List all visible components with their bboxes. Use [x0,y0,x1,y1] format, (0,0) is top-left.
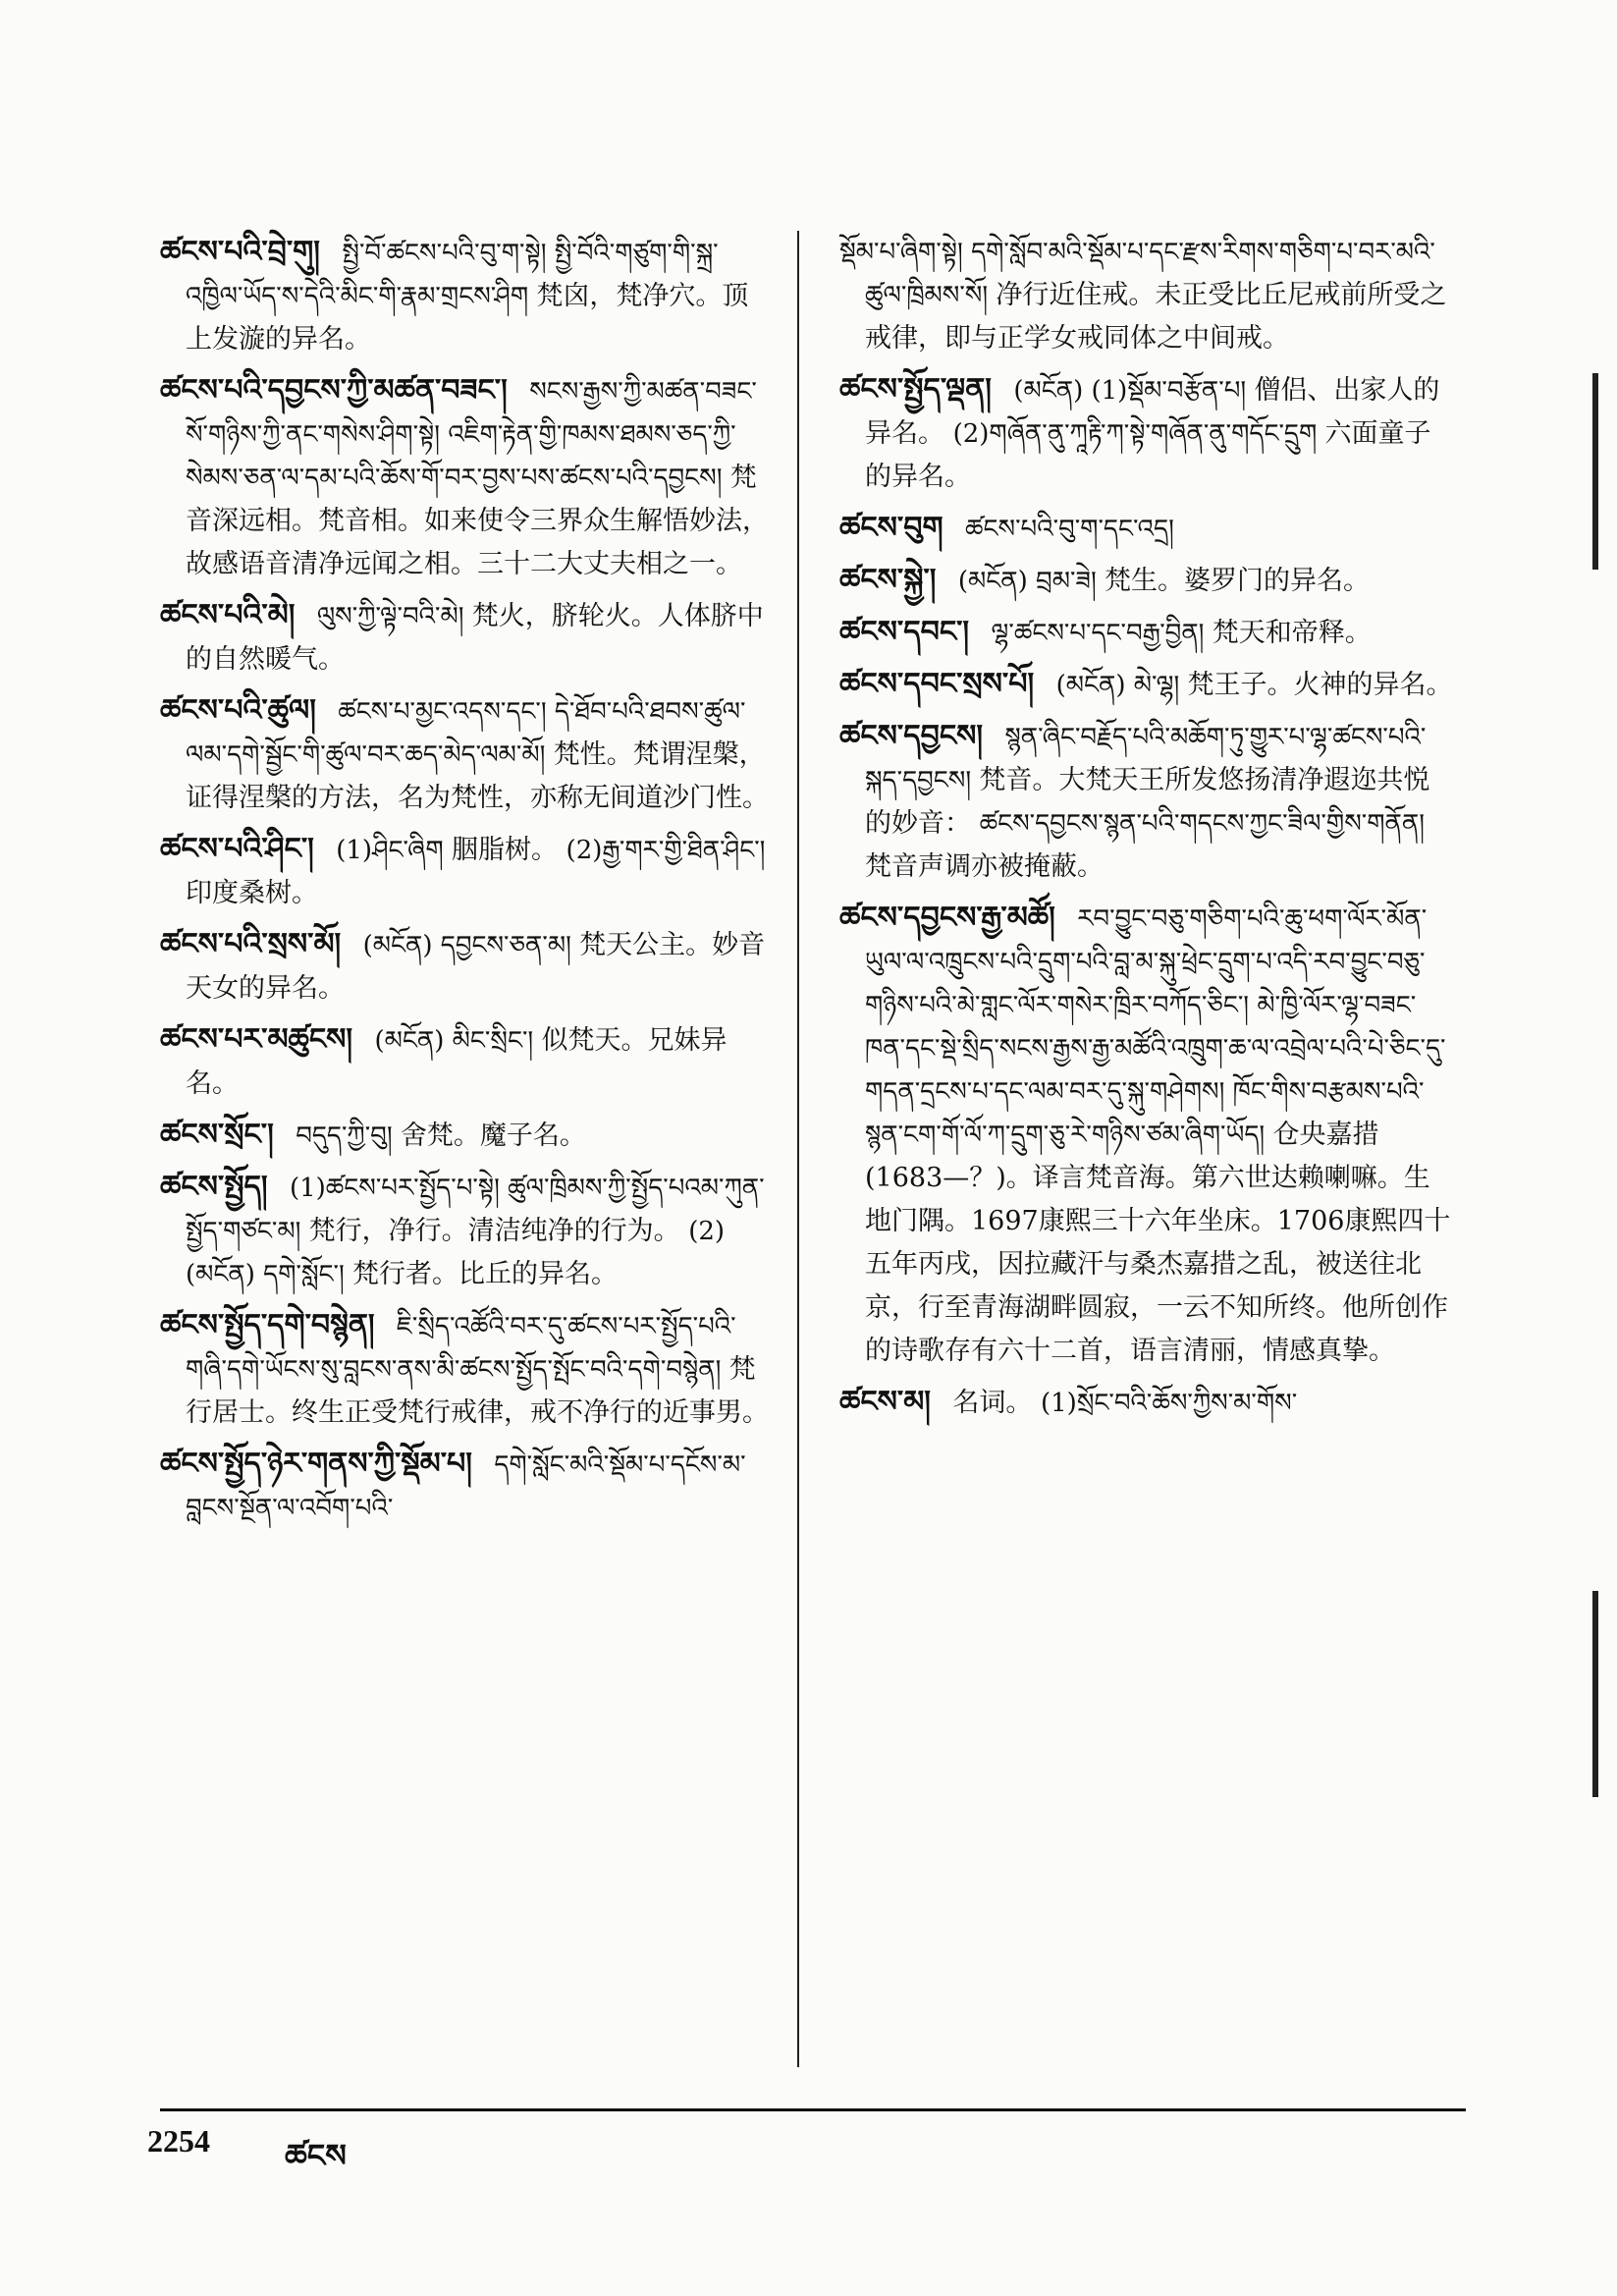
dictionary-entry [839,611,1453,655]
entry-headword: ཚངས་པར་མཚུངས། [160,1022,363,1057]
entry-chinese-definition: 梵行者。比丘的异名。 [352,1259,619,1289]
entry-chinese-definition: 僧侣、出家人的异名。 [865,375,1440,449]
dictionary-entry [160,689,774,820]
entry-chinese-definition: 舍梵。魔子名。 [400,1121,586,1151]
entry-chinese-definition: 印度桑树。 [186,878,318,908]
entry-tibetan-definition: དགེ་སློང་མའི་སྡོམ་པ་དངོས་མ་བླངས་སྔོན་ལ་འབོག་པའི་ [186,1450,746,1523]
entry-chinese-definition: 梵性。梵谓涅槃，证得涅槃的方法，名为梵性，亦称无间道沙门性。 [186,739,769,813]
dictionary-entry [839,663,1453,707]
entry-headword: ཚངས་སྤྱོད་ལྡན། [839,372,1002,407]
footer-rule [160,2108,1466,2111]
running-head: ཚངས [285,2137,347,2174]
entry-headword: ཚངས་པའི་དབྱངས་ཀྱི་མཚན་བཟང་། [160,373,518,408]
entry-headword: ཚངས་པའི་ཤིང་། [160,832,325,866]
entry-headword: ཚངས་སྤྱོད་ཉེར་གནས་ཀྱི་སྡོམ་པ། [160,1447,483,1481]
entry-tibetan-definition: བདུད་ཀྱི་བུ། [296,1121,401,1151]
entry-headword: ཚངས་པའི་སྲས་མོ། [160,927,351,961]
dictionary-entry [160,369,774,586]
entry-tibetan-definition: (མངོན) མེ་ལྷ། [1055,671,1188,700]
entry-headword: ཚངས་མ། [839,1385,942,1419]
entry-chinese-definition: 梵囟，梵净穴。顶上发漩的异名。 [186,281,749,355]
entry-tibetan-definition: (མངོན) དབྱངས་ཅན་མ། [362,931,580,960]
dictionary-entry [160,1443,774,1530]
entry-chinese-definition: 梵音声调亦被掩蔽。 [865,851,1104,882]
dictionary-entry [839,715,1453,889]
dictionary-entry [839,231,1453,360]
entry-tibetan-definition: (2)རྒྱ་གར་གྱི་ཐིན་ཤིང་། [566,836,766,865]
entry-tibetan-definition: སངས་རྒྱས་ཀྱི་མཚན་བཟང་སོ་གཉིས་ཀྱི་ནང་གསེས་ཤིག་སྟེ། འཇིག་རྟེན་གྱི་ཁམས་ཐམས་ཅད་ཀྱི་སེམས་ཅན་ལ་དམ་པའི་ཆོས་གོ་བར་བྱས་པས་ཚངས་པའི་དབྱངས། [186,377,757,493]
entry-chinese-definition: 名词。 [952,1388,1041,1418]
entry-chinese-definition: 梵王子。火神的异名。 [1187,670,1453,700]
entry-headword: ཚངས་པའི་བྲེ་གུ། [160,235,331,269]
entry-headword: ཚངས་སྤྱོད་དགེ་བསྙེན། [160,1308,386,1342]
entry-tibetan-definition: ཚངས་དབྱངས་སྙན་པའི་གདངས་ཀྱང་ཟིལ་གྱིས་གནོན། [979,809,1426,839]
scan-mark [1592,1591,1598,1797]
entry-headword: ཚངས་སྲོང་། [160,1118,285,1152]
entry-chinese-definition: 梵行，净行。清洁纯净的行为。 [308,1216,689,1246]
dictionary-entry [160,1018,774,1106]
entry-tibetan-definition: ཇི་སྲིད་འཚོའི་བར་དུ་ཚངས་པར་སྤྱོད་པའི་གཞི་དགེ་ཡོངས་སུ་བླངས་ནས་མི་ཚངས་སྤྱོད་སྤོང་བའི་དགེ་བསྙེན། [186,1312,736,1385]
entry-chinese-definition: 似梵天。兄妹异名。 [186,1025,728,1099]
column-divider [797,231,799,2067]
entry-headword: ཚངས་དབྱངས། [839,719,994,753]
entry-headword: ཚངས་དབྱངས་རྒྱ་མཚོ། [839,901,1066,935]
scan-mark [1592,373,1598,570]
entry-tibetan-definition: (1)ཤིང་ཞིག [336,836,452,865]
entry-chinese-definition: 梵天公主。妙音天女的异名。 [186,930,766,1004]
dictionary-entry [839,897,1453,1373]
entry-tibetan-definition: (2)གཞོན་ནུ་ཀཱརྟི་ཀ་སྟེ་གཞོན་ནུ་གདོང་དྲུག [952,419,1325,449]
dictionary-entry [160,231,774,361]
dictionary-entry [839,1381,1453,1425]
entry-headword: ཚངས་བུག [839,511,954,545]
entry-chinese-definition: 梵天和帝释。 [1212,618,1372,648]
entry-chinese-definition: 梵行居士。终生正受梵行戒律，戒不净行的近事男。 [186,1354,769,1428]
entry-headword: ཚངས་པའི་མེ། [160,598,305,632]
entry-chinese-definition: 梵音深远相。梵音相。如来使令三界众生解悟妙法，故感语音清净远闻之相。三十二大丈夫相之一。 [186,463,769,579]
entry-headword: ཚངས་སྤྱོད། [160,1170,278,1204]
dictionary-entry [839,368,1453,499]
entry-tibetan-definition: (མངོན) (1)སྡོམ་བརྩོན་པ། [1013,376,1255,406]
entry-chinese-definition: 梵音。大梵天王所发悠扬清净遐迩共悦的妙音： [865,765,1430,839]
entry-headword: ཚངས་དབང་སྲས་པོ། [839,667,1045,701]
dictionary-entry [160,1166,774,1296]
dictionary-entry [839,559,1453,603]
entry-tibetan-definition: (1)སྲོང་བའི་ཆོས་ཀྱིས་མ་གོས་ [1040,1389,1298,1418]
dictionary-entry [160,594,774,682]
entry-tibetan-definition: ཚངས་པ་མྱང་འདས་དང་། དེ་ཐོབ་པའི་ཐབས་ཚུལ་ལམ་དགེ་སྦྱོང་གི་ཚུལ་བར་ཆད་མེད་ལམ་མོ། [186,697,746,770]
entry-tibetan-definition: (2)(མངོན) དགེ་སློང་། [186,1217,726,1289]
entry-chinese-definition: 梵生。婆罗门的异名。 [1105,566,1371,596]
entry-tibetan-definition: ལུས་ཀྱི་ལྟེ་བའི་མེ། [316,602,472,631]
page-number: 2254 [147,2123,210,2159]
entry-tibetan-definition: སྙན་ཞིང་བརྗོད་པའི་མཆོག་ཏུ་གྱུར་པ་ལྷ་ཚངས་པའི་སྐད་དབྱངས། [865,723,1427,795]
entry-tibetan-definition: སྤྱི་བོ་ཚངས་པའི་བུ་ག་སྟེ། སྤྱི་བོའི་གཙུག་གི་སྐྲ་འཁྱིལ་ཡོད་ས་དེའི་མིང་གི་རྣམ་གྲངས་ཤིག [186,239,719,311]
entry-chinese-definition: 六面童子的异名。 [865,418,1431,492]
entry-tibetan-definition: (1)ཚངས་པར་སྤྱོད་པ་སྟེ། ཚུལ་ཁྲིམས་ཀྱི་སྤྱོད་པའམ་ཀུན་སྤྱོད་གཙང་མ། [186,1174,765,1246]
entry-headword: ཚངས་དབང་། [839,615,980,649]
entry-tibetan-definition: (མངོན) བྲམ་ཟེ། [957,567,1105,596]
entry-tibetan-definition: (མངོན) མིང་སྲིང་། [374,1026,542,1056]
entry-tibetan-definition: ཚངས་པའི་བུ་ག་དང་འདྲ། [965,515,1174,544]
dictionary-entry [839,507,1453,551]
entry-headword: ཚངས་པའི་ཚུལ། [160,693,327,728]
entry-chinese-definition: 净行近住戒。未正受比丘尼戒前所受之戒律，即与正学女戒同体之中间戒。 [865,280,1447,354]
dictionary-entry [160,1304,774,1435]
entry-tibetan-definition: ལྷ་ཚངས་པ་དང་བརྒྱ་བྱིན། [991,619,1213,648]
entry-tibetan-definition: རབ་བྱུང་བཅུ་གཅིག་པའི་ཆུ་ཕག་ལོར་མོན་ཡུལ་ལ་འཁྲུངས་པའི་དྲུག་པའི་བླ་མ་སྐུ་ཕྲེང་དྲུག་པ་འདི་རབ་བྱུང་བཅུ་གཉིས་པའི་མེ་གླང་ལོར་གསེར་ཁྲིར་བཀོད་ཅིང་། མེ་ཁྱི་ལོར་ལྷ་བཟང་ཁན་དང་སྡེ་སྲིད་སངས་རྒྱས་རྒྱ་མཚོའི་འཁྲུག་ཆ་ལ་འབྲེལ་པའི་པེ་ཅིང་དུ་གདན་དྲངས་པ་དང་ལམ་བར་དུ་སྐུ་གཤེགས། ཁོང་གིས་བརྩམས་པའི་སྙན་ངག་གོ་ལོ་ཀ་དྲུག་ཅུ་རེ་གཉིས་ཙམ་ཞིག་ཡོད། [865,904,1446,1150]
right-column [839,231,1453,1433]
left-column [160,231,774,1538]
dictionary-entry [160,828,774,915]
entry-chinese-definition: 胭脂树。 [451,835,566,865]
dictionary-entry [160,923,774,1011]
entry-headword: ཚངས་སྐྱེ་། [839,563,946,597]
entry-chinese-definition: 梵火，脐轮火。人体脐中的自然暖气。 [186,601,764,675]
entry-tibetan-definition: སྡོམ་པ་ཞིག་སྟེ། དགེ་སློབ་མའི་སྡོམ་པ་དང་རྫས་རིགས་གཅིག་པ་བར་མའི་ཚུལ་ཁྲིམས་སོ། [839,238,1435,310]
entry-chinese-definition: 仓央嘉措(1683—？)。译言梵音海。第六世达赖喇嘛。生地门隅。1697康熙三十六年坐床。1706康熙四十五年丙戌，因拉藏汗与桑杰嘉措之乱，被送往北京，行至青海湖畔圆寂，一云不知所终。他所创作的诗歌存有六十二首，语言清丽，情感真挚。 [865,1120,1451,1366]
dictionary-entry [160,1114,774,1158]
